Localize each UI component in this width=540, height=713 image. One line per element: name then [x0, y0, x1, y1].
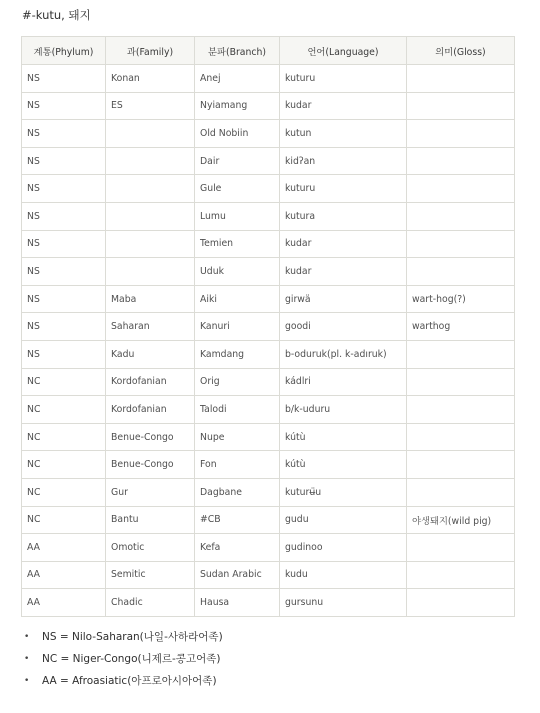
table-row — [22, 285, 515, 313]
family-cell: Maba — [106, 285, 195, 313]
branch-cell: Sudan Arabic — [195, 561, 280, 589]
branch-cell: Aiki — [195, 285, 280, 313]
table-row — [22, 120, 515, 148]
family-cell: Konan — [106, 65, 195, 93]
family-cell: ES — [106, 92, 195, 120]
language-cell: kútù — [280, 423, 407, 451]
language-cell: kutun — [280, 120, 407, 148]
table-row — [22, 92, 515, 120]
table-body — [22, 65, 515, 617]
phylum-cell: NC — [22, 368, 106, 396]
phylum-cell: NS — [22, 230, 106, 258]
language-cell: gursunu — [280, 589, 407, 617]
family-cell: Gur — [106, 478, 195, 506]
gloss-cell — [407, 258, 515, 286]
language-cell: kuturu — [280, 175, 407, 203]
language-cell: kútù — [280, 451, 407, 479]
table-row — [22, 589, 515, 617]
family-cell: Omotic — [106, 534, 195, 562]
table-row — [22, 423, 515, 451]
family-cell — [106, 175, 195, 203]
branch-cell: Kamdang — [195, 340, 280, 368]
table-row — [22, 230, 515, 258]
gloss-cell — [407, 202, 515, 230]
family-cell: Bantu — [106, 506, 195, 534]
gloss-cell — [407, 396, 515, 424]
gloss-cell — [407, 340, 515, 368]
family-cell: Kadu — [106, 340, 195, 368]
table-row — [22, 561, 515, 589]
bullet-icon: • — [24, 676, 30, 686]
table-header-row — [22, 37, 515, 65]
column-header-language: 언어(Language) — [280, 37, 407, 65]
phylum-cell: NC — [22, 451, 106, 479]
language-cell: kuturʉ̈u — [280, 478, 407, 506]
column-header-family: 과(Family) — [106, 37, 195, 65]
phylum-cell: NS — [22, 65, 106, 93]
family-cell: Kordofanian — [106, 396, 195, 424]
gloss-cell — [407, 368, 515, 396]
phylum-cell: NC — [22, 506, 106, 534]
phylum-cell: NS — [22, 202, 106, 230]
branch-cell: Old Nobiin — [195, 120, 280, 148]
language-cell: gudu — [280, 506, 407, 534]
gloss-cell: wart-hog(?) — [407, 285, 515, 313]
list-item — [22, 670, 223, 692]
language-cell: kudar — [280, 230, 407, 258]
table-row — [22, 340, 515, 368]
language-cell: gudinoo — [280, 534, 407, 562]
gloss-cell — [407, 120, 515, 148]
branch-cell: Uduk — [195, 258, 280, 286]
language-cell: kudar — [280, 258, 407, 286]
gloss-cell — [407, 423, 515, 451]
abbreviation-notes — [22, 626, 223, 692]
bullet-icon: • — [24, 654, 30, 664]
phylum-cell: NC — [22, 396, 106, 424]
phylum-cell: NS — [22, 313, 106, 341]
column-header-branch: 분파(Branch) — [195, 37, 280, 65]
table-row — [22, 202, 515, 230]
table-row — [22, 175, 515, 203]
family-cell: Saharan — [106, 313, 195, 341]
branch-cell: #CB — [195, 506, 280, 534]
language-cell: b/k-uduru — [280, 396, 407, 424]
gloss-cell — [407, 534, 515, 562]
family-cell: Benue-Congo — [106, 423, 195, 451]
family-cell: Semitic — [106, 561, 195, 589]
bullet-icon: • — [24, 632, 30, 642]
gloss-cell — [407, 561, 515, 589]
family-cell — [106, 258, 195, 286]
gloss-cell — [407, 65, 515, 93]
table-row — [22, 506, 515, 534]
branch-cell: Orig — [195, 368, 280, 396]
language-cell: kudu — [280, 561, 407, 589]
phylum-cell: NC — [22, 478, 106, 506]
phylum-cell: NS — [22, 340, 106, 368]
gloss-cell: warthog — [407, 313, 515, 341]
gloss-cell — [407, 451, 515, 479]
language-cell: goodi — [280, 313, 407, 341]
branch-cell: Nupe — [195, 423, 280, 451]
phylum-cell: AA — [22, 589, 106, 617]
language-cell: b-oduruk(pl. k-adıruk) — [280, 340, 407, 368]
branch-cell: Gule — [195, 175, 280, 203]
branch-cell: Kanuri — [195, 313, 280, 341]
column-header-phylum: 계통(Phylum) — [22, 37, 106, 65]
phylum-cell: AA — [22, 561, 106, 589]
family-cell — [106, 230, 195, 258]
note-text: NS = Nilo-Saharan(나일-사하라어족) — [42, 631, 223, 643]
phylum-cell: NS — [22, 258, 106, 286]
table-row — [22, 65, 515, 93]
note-text: NC = Niger-Congo(니제르-콩고어족) — [42, 653, 221, 665]
branch-cell: Lumu — [195, 202, 280, 230]
note-text: AA = Afroasiatic(아프로아시아어족) — [42, 675, 217, 687]
language-table — [21, 36, 515, 617]
branch-cell: Hausa — [195, 589, 280, 617]
phylum-cell: NS — [22, 285, 106, 313]
family-cell — [106, 120, 195, 148]
language-cell: girwä — [280, 285, 407, 313]
branch-cell: Dagbane — [195, 478, 280, 506]
table-row — [22, 313, 515, 341]
branch-cell: Dair — [195, 147, 280, 175]
phylum-cell: NS — [22, 92, 106, 120]
phylum-cell: AA — [22, 534, 106, 562]
branch-cell: Temien — [195, 230, 280, 258]
phylum-cell: NC — [22, 423, 106, 451]
phylum-cell: NS — [22, 120, 106, 148]
table-row — [22, 396, 515, 424]
list-item — [22, 648, 223, 670]
table-row — [22, 451, 515, 479]
gloss-cell — [407, 175, 515, 203]
list-item — [22, 626, 223, 648]
gloss-cell — [407, 230, 515, 258]
table-row — [22, 147, 515, 175]
branch-cell: Anej — [195, 65, 280, 93]
language-cell: kidʔan — [280, 147, 407, 175]
branch-cell: Nyiamang — [195, 92, 280, 120]
gloss-cell — [407, 478, 515, 506]
family-cell: Kordofanian — [106, 368, 195, 396]
table-row — [22, 478, 515, 506]
column-header-gloss: 의미(Gloss) — [407, 37, 515, 65]
language-cell: kádlri — [280, 368, 407, 396]
gloss-cell — [407, 92, 515, 120]
family-cell: Chadic — [106, 589, 195, 617]
language-cell: kutura — [280, 202, 407, 230]
phylum-cell: NS — [22, 175, 106, 203]
language-cell: kuturu — [280, 65, 407, 93]
gloss-cell — [407, 589, 515, 617]
gloss-cell — [407, 147, 515, 175]
gloss-cell: 야생돼지(wild pig) — [407, 506, 515, 534]
family-cell — [106, 202, 195, 230]
table-row — [22, 368, 515, 396]
family-cell — [106, 147, 195, 175]
family-cell: Benue-Congo — [106, 451, 195, 479]
table-row — [22, 258, 515, 286]
table-row — [22, 534, 515, 562]
branch-cell: Fon — [195, 451, 280, 479]
page-heading: #-kutu, 돼지 — [22, 8, 91, 22]
branch-cell: Kefa — [195, 534, 280, 562]
phylum-cell: NS — [22, 147, 106, 175]
branch-cell: Talodi — [195, 396, 280, 424]
language-cell: kudar — [280, 92, 407, 120]
